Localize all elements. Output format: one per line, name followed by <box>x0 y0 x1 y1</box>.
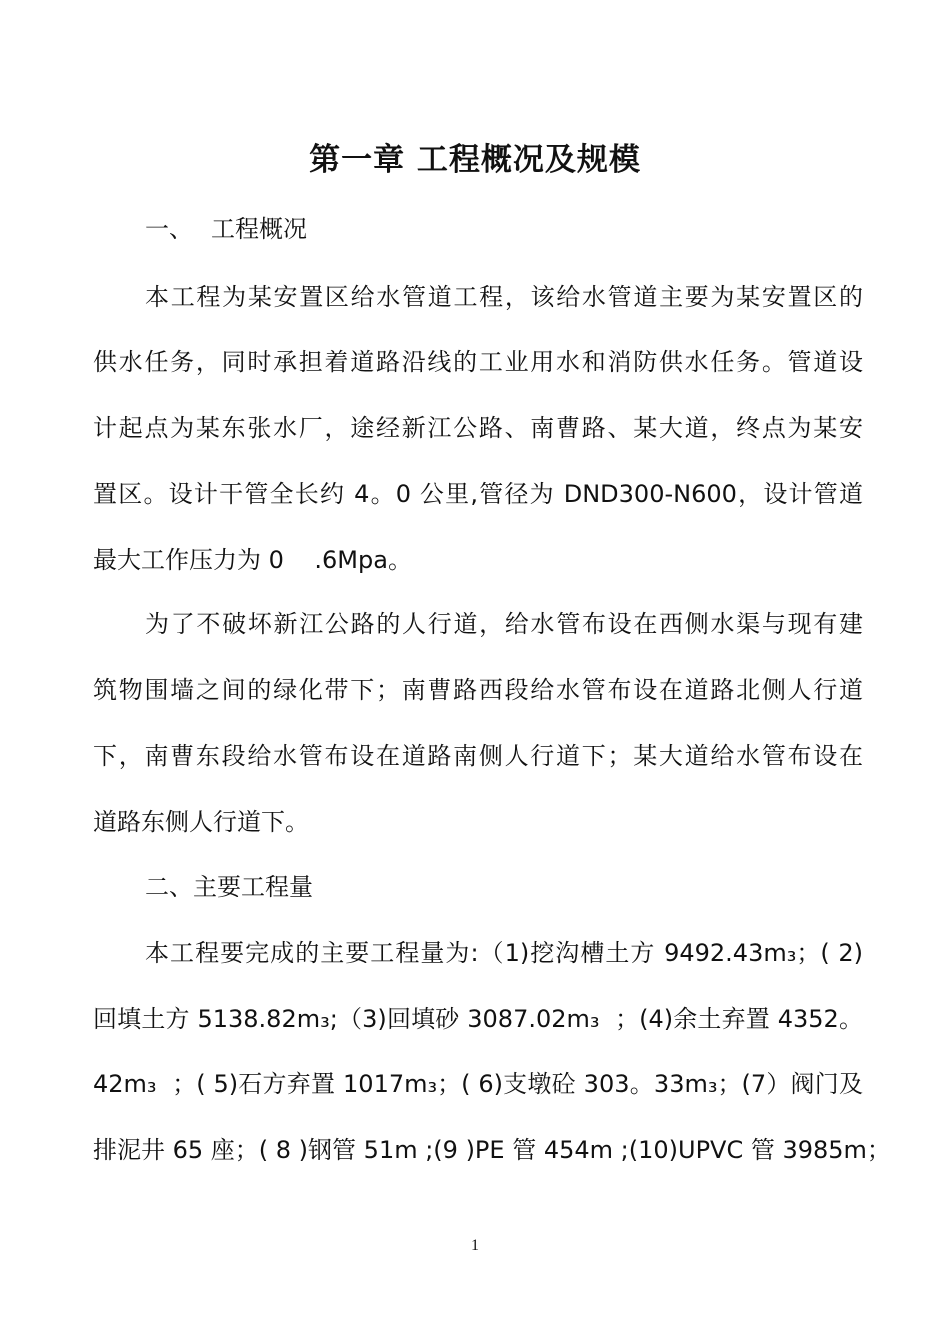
paragraph-line: 置区。设计干管全长约 4。0 公里,管径为 DND300-N600，设计管道 <box>93 480 863 508</box>
paragraph-line: 计起点为某东张水厂，途经新江公路、南曹路、某大道，终点为某安 <box>93 414 863 442</box>
paragraph-line: 下，南曹东段给水管布设在道路南侧人行道下；某大道给水管布设在 <box>93 742 863 770</box>
paragraph-line: 筑物围墙之间的绿化带下；南曹路西段给水管布设在道路北侧人行道 <box>93 676 863 704</box>
section-heading-text: 工程概况 <box>211 215 307 243</box>
paragraph-line: 道路东侧人行道下。 <box>93 808 309 836</box>
chapter-title: 第一章 工程概况及规模 <box>309 142 641 178</box>
section-heading-quantities: 二、主要工程量 <box>145 873 313 901</box>
paragraph-line: 回填土方 5138.82m₃;（3)回填砂 3087.02m₃ ；(4)余土弃置 4352。 <box>93 1005 863 1033</box>
paragraph-line: 本工程要完成的主要工程量为:（1)挖沟槽土方 9492.43m₃；( 2) <box>145 939 863 967</box>
paragraph-line: 最大工作压力为 0 .6Mpa。 <box>93 546 412 574</box>
section-number: 一、 <box>145 215 193 243</box>
paragraph-line: 排泥井 65 座；( 8 )钢管 51m ;(9 )PE 管 454m ;(10)UPVC 管 3985m； <box>93 1136 891 1164</box>
section-heading-overview <box>145 212 915 246</box>
paragraph-line: 42m₃ ；( 5)石方弃置 1017m₃；( 6)支墩砼 303。33m₃；(7）阀门及 <box>93 1070 863 1098</box>
page-number: 1 <box>471 1237 479 1254</box>
paragraph-line: 为了不破坏新江公路的人行道，给水管布设在西侧水渠与现有建 <box>145 610 863 638</box>
paragraph-line: 本工程为某安置区给水管道工程，该给水管道主要为某安置区的 <box>145 283 863 311</box>
paragraph-line: 供水任务，同时承担着道路沿线的工业用水和消防供水任务。管道设 <box>93 348 863 376</box>
